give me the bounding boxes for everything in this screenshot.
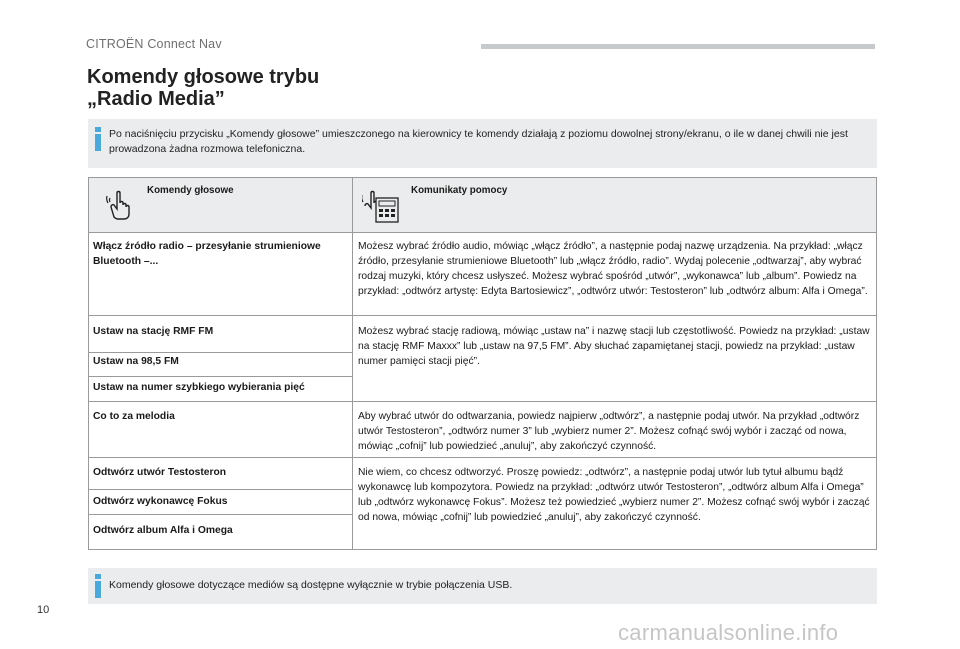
command-cell: Ustaw na stację RMF FM [93, 326, 214, 337]
voice-hand-icon [106, 186, 140, 220]
page-title-line-2: „Radio Media” [87, 88, 225, 110]
info-note-text: Komendy głosowe dotyczące mediów są dostępne wyłącznie w trybie połączenia USB. [109, 579, 513, 591]
help-cell: Możesz wybrać stację radiową, mówiąc „ustaw na” i nazwę stacji lub częstotliwość. Powiedz na przykład: „ustaw na stację RMF Maxxx” lub „ustaw na 97,5 FM”. Aby słuchać zapamiętanej stacji, powiedz na przykład: „ustaw numer pamięci stacji pięć”. [358, 326, 870, 367]
command-cell: Co to za melodia [93, 411, 175, 422]
command-cell: Włącz źródło radio – przesyłanie strumieniowe Bluetooth –... [93, 241, 321, 267]
row-rule [89, 315, 876, 316]
command-cell: Odtwórz album Alfa i Omega [93, 525, 233, 536]
watermark: carmanualsonline.info [618, 620, 839, 645]
column-divider [352, 178, 353, 549]
row-rule [89, 489, 352, 490]
row-rule [89, 457, 876, 458]
command-cell: Ustaw na 98,5 FM [93, 356, 179, 367]
info-note-text: Po naciśnięciu przycisku „Komendy głosowe” umieszczonego na kierownicy te komendy działają z poziomu dowolnej strony/ekranu, o ile w danej chwili nie jest prowadzona żadna rozmowa telefoniczna. [109, 128, 848, 155]
brand-label: CITROËN Connect Nav [86, 37, 222, 51]
row-rule [89, 232, 876, 233]
command-cell: Ustaw na numer szybkiego wybierania pięć [93, 382, 305, 393]
info-icon [93, 127, 103, 151]
row-rule [89, 401, 876, 402]
command-cell: Odtwórz wykonawcę Fokus [93, 496, 228, 507]
col-header-help: Komunikaty pomocy [411, 185, 508, 196]
help-cell: Nie wiem, co chcesz odtworzyć. Proszę powiedz: „odtwórz”, a następnie podaj utwór lub tytuł albumu bądź wykonawcę lub kompozytora. Powiedz na przykład: „odtwórz utwór Testosteron”, „odtwórz album Alfa i Omega” lub „odtwórz wykonawcę Fokus”. Możesz też powiedzieć „wybierz numer 2”. Możesz cofnąć swój wybór i zacząć od nowa, mówiąc „cofnij” lub powiedzieć „anuluj”, aby zakończyć czynność. [358, 467, 870, 523]
info-note-bottom [88, 568, 877, 604]
help-cell: Możesz wybrać źródło audio, mówiąc „włącz źródło”, a następnie podaj nazwę urządzenia. Na przykład: „włącz źródło, przesyłanie strumieniowe Bluetooth” lub „włącz źródło, radio”. Wydaj polecenie „odtwarzaj”, aby wybrać rodzaj muzyki, który chcesz usłyszeć. Możesz wybrać spośród „utwór”, „wykonawca” lub „album”. Powiedz na przykład: „odtwórz artystę: Edyta Bartosiewicz”, „odtwórz utwór: Testosteron” lub „odtwórz album: Alfa i Omega”. [358, 241, 868, 297]
row-rule [89, 376, 352, 377]
page-title-line-1: Komendy głosowe trybu [87, 66, 320, 88]
info-note-top [88, 119, 877, 168]
header-rule [481, 44, 875, 49]
voice-keypad-icon [362, 186, 400, 224]
row-rule [89, 352, 352, 353]
row-rule [89, 514, 352, 515]
help-cell: Aby wybrać utwór do odtwarzania, powiedz najpierw „odtwórz”, a następnie podaj utwór. Na przykład „odtwórz utwór Testosteron”, „odtwórz numer 3” lub „wybierz numer 2”. Możesz cofnąć swój wybór i zacząć od nowa, mówiąc „cofnij” lub powiedzieć „anuluj”, aby zakończyć czynność. [358, 411, 860, 452]
page-number: 10 [37, 604, 50, 616]
voice-commands-table [88, 177, 877, 550]
command-cell: Odtwórz utwór Testosteron [93, 467, 227, 478]
col-header-commands: Komendy głosowe [147, 185, 234, 196]
info-icon [93, 574, 103, 598]
page-title [87, 66, 319, 110]
